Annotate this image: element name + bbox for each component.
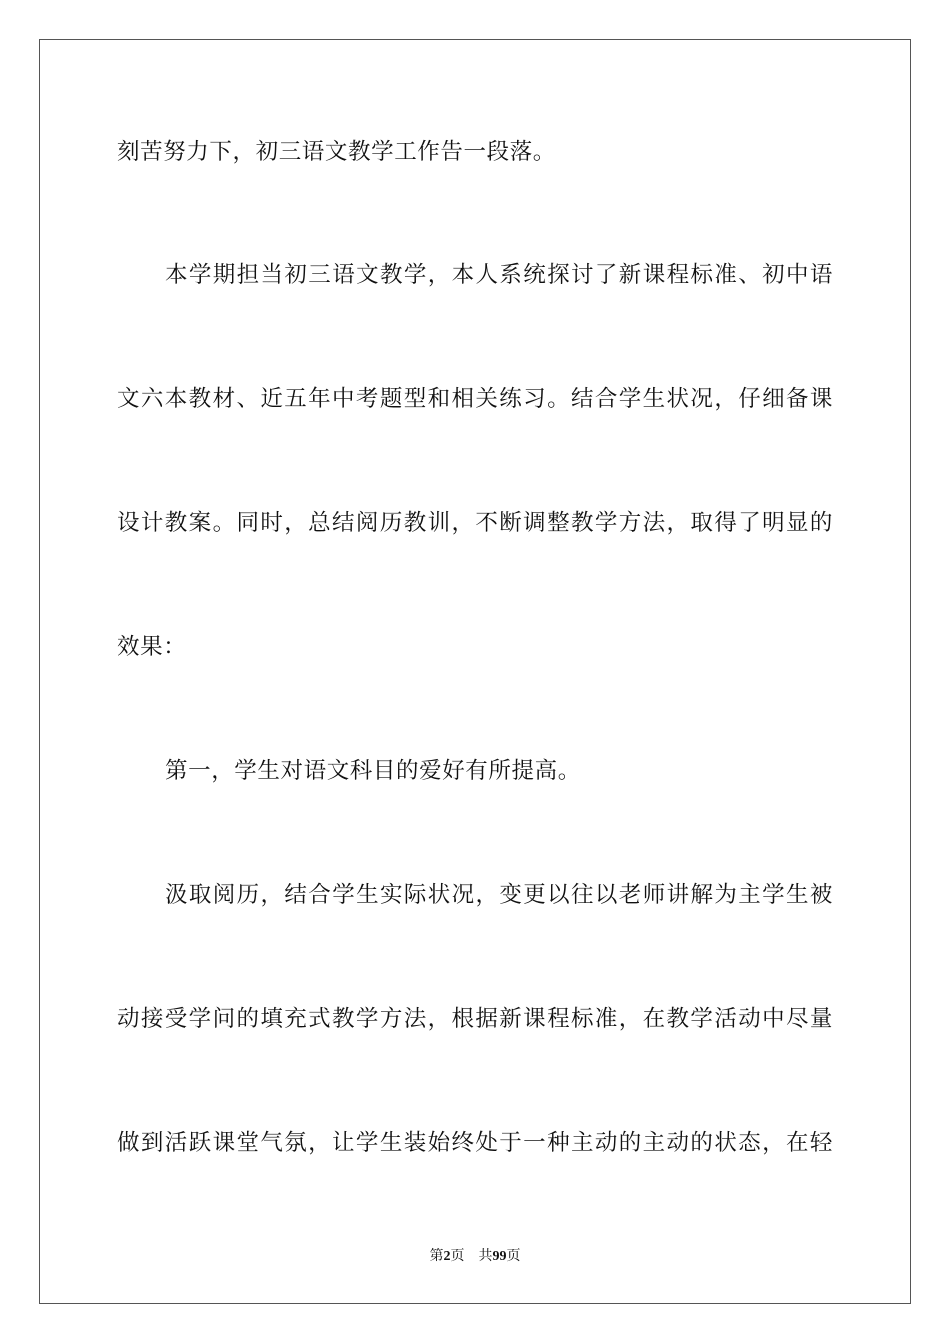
text-line-5: 效果： (117, 634, 187, 660)
total-prefix: 共 (478, 1248, 493, 1264)
page-suffix: 页 (450, 1248, 465, 1264)
text-line-6: 第一，学生对语文科目的爱好有所提高。 (165, 758, 581, 784)
text-line-3: 文六本教材、近五年中考题型和相关练习。结合学生状况，仔细备课 (117, 386, 833, 412)
page-footer (0, 1247, 950, 1266)
total-suffix: 页 (506, 1248, 521, 1264)
text-line-1: 刻苦努力下，初三语文教学工作告一段落。 (117, 139, 556, 165)
text-line-2: 本学期担当初三语文教学，本人系统探讨了新课程标准、初中语 (165, 262, 833, 288)
page-border (39, 39, 911, 1304)
page-number: 2 (443, 1249, 451, 1264)
page-prefix: 第 (429, 1248, 444, 1264)
text-line-8: 动接受学问的填充式教学方法，根据新课程标准，在教学活动中尽量 (117, 1006, 833, 1032)
text-line-9: 做到活跃课堂气氛，让学生装始终处于一种主动的主动的状态，在轻 (117, 1130, 833, 1156)
text-line-4: 设计教案。同时，总结阅历教训，不断调整教学方法，取得了明显的 (117, 510, 833, 536)
text-line-7: 汲取阅历，结合学生实际状况，变更以往以老师讲解为主学生被 (165, 882, 833, 908)
total-pages: 99 (492, 1249, 507, 1264)
